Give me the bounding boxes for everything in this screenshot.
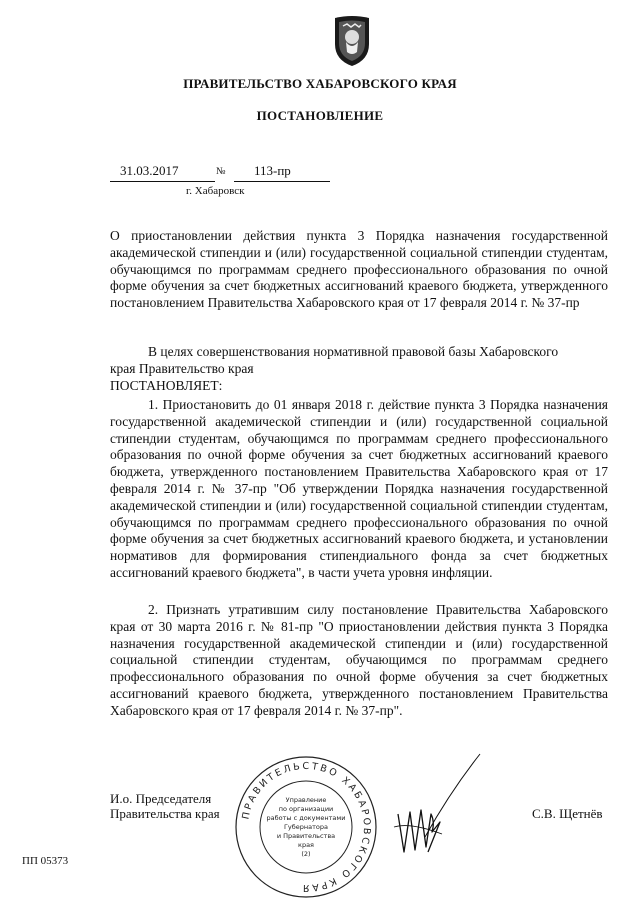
- document-code: ПП 05373: [22, 855, 69, 867]
- preamble-line-1: В целях совершенствования нормативной правовой базы Хабаровского: [148, 344, 559, 359]
- preamble: [110, 344, 608, 378]
- stamp-line: Губернатора: [283, 823, 329, 831]
- signatory-name: С.В. Щетнёв: [532, 806, 603, 821]
- stamp-line: края: [298, 841, 314, 849]
- stamp-line: по организации: [278, 805, 334, 813]
- paragraph-2: 2. Признать утратившим силу постановление Правительства Хабаровского края от 30 марта 2016 г. № 81-пр "О приостановлении действия пункта 3 Порядка назначения государственной академической стипендии и (или) государственной социальной стипендии студентам, обучающимся по программам среднего профессионального образования по очной форме обучения за счет бюджетных ассигнований краевого бюджета, утвержденного постановлением Правительства Хабаровского края от 17 февраля 2014 г. № 37-пр".: [110, 602, 608, 718]
- signatory-role-line-1: И.о. Председателя: [110, 791, 212, 806]
- number-sign: №: [216, 166, 226, 177]
- document-date: 31.03.2017: [120, 163, 179, 178]
- stamp-ring-text: ПРАВИТЕЛЬСТВО ХАБАРОВСКОГО КРАЯ: [240, 760, 373, 894]
- document-type: ПОСТАНОВЛЕНИЕ: [256, 108, 384, 123]
- stamp-line: (2): [301, 850, 311, 858]
- resolves-heading: ПОСТАНОВЛЯЕТ:: [110, 378, 223, 393]
- government-title: ПРАВИТЕЛЬСТВО ХАБАРОВСКОГО КРАЯ: [183, 76, 457, 91]
- document-subject: О приостановлении действия пункта 3 Порядка назначения государственной академической стипендии и (или) государственной социальной стипендии студентам, обучающимся по программам среднего профессионального образования по очной форме обучения за счет бюджетных ассигнований краевого бюджета, утвержденного постановлением Правительства Хабаровского края от 17 февраля 2014 г. № 37-пр: [110, 228, 608, 311]
- official-stamp: [231, 752, 381, 902]
- coat-of-arms-emblem: [329, 12, 375, 70]
- number-underline: [234, 181, 330, 182]
- stamp-line: и Правительства: [276, 832, 336, 840]
- signatory-role-line-2: Правительства края: [110, 806, 220, 821]
- stamp-line: Управление: [285, 796, 327, 804]
- handwritten-signature: [380, 752, 500, 862]
- preamble-line-2: края Правительство края: [110, 360, 254, 376]
- document-city: г. Хабаровск: [186, 185, 245, 197]
- date-underline: [110, 181, 215, 182]
- document-number: 113-пр: [254, 163, 291, 178]
- signatory-role: [110, 791, 220, 821]
- stamp-line: работы с документами: [266, 814, 346, 822]
- paragraph-1: 1. Приостановить до 01 января 2018 г. действие пункта 3 Порядка назначения государственной академической стипендии и (или) государственной социальной стипендии студентам, обучающимся по программам среднего профессионального образования по очной форме обучения за счет бюджетных ассигнований краевого бюджета, утвержденного постановлением Правительства Хабаровского края от 17 февраля 2014 г. № 37-пр "Об утверждении Порядка назначения государственной академической стипендии и (или) государственной социальной стипендии студентам, обучающимся по программам среднего профессионального образования по очной форме обучения за счет бюджетных ассигнований краевого бюджета, и установлении нормативов для формирования стипендиального фонда за счет бюджетных ассигнований краевого бюджета", в части учета уровня инфляции.: [110, 397, 608, 580]
